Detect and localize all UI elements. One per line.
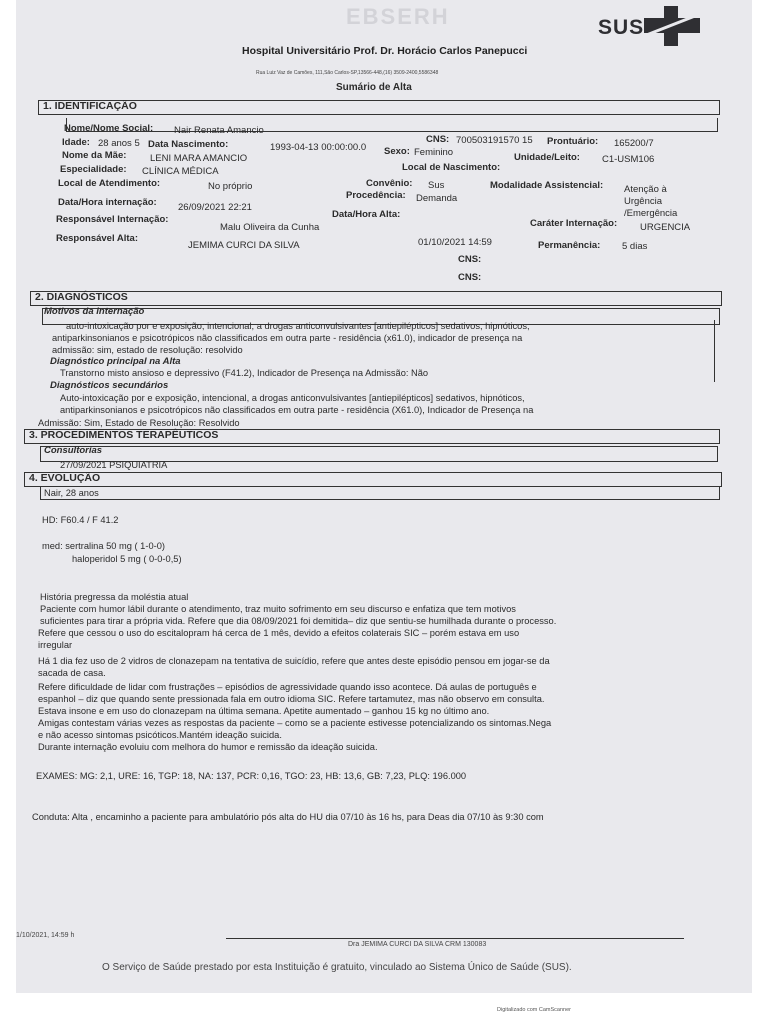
hda-line-10: Amigas contestam várias vezes as respostas da paciente – como se a paciente estivesse potencializando os sintomas.Nega (38, 718, 552, 728)
section-title: 1. IDENTIFICAÇÃO (43, 100, 137, 112)
especialidade-label: Especialidade: (60, 164, 127, 175)
hda-line-9: Estava insone e em uso do clonazepam na última semana. Apetite aumentado – ganhou 15 kg no último ano. (38, 706, 490, 716)
modalidade-value-2: Urgência (624, 196, 663, 207)
section-procedimentos (24, 429, 720, 444)
principal-value: Transtorno misto ansioso e depressivo (F41.2), Indicador de Presença na Admissão: Não (60, 368, 429, 378)
evolucao-name-age: Nair, 28 anos (44, 488, 99, 498)
consultorias-label: Consultorias (44, 445, 103, 456)
motivos-label: Motivos da internação (44, 306, 145, 317)
ebserh-watermark: EBSERH (346, 4, 450, 29)
consultoria-value: 27/09/2021 PSIQUIATRIA (60, 460, 168, 470)
section-title: 3. PROCEDIMENTOS TERAPÊUTICOS (29, 429, 219, 441)
resp-internacao-value: Malu Oliveira da Cunha (220, 222, 320, 233)
exames: EXAMES: MG: 2,1, URE: 16, TGP: 18, NA: 137, PCR: 0,16, TGO: 23, HB: 13,6, GB: 7,23, PLQ: 196.000 (36, 771, 467, 781)
box-edge-right (714, 320, 715, 382)
resp-alta-value: JEMIMA CURCI DA SILVA (188, 240, 300, 251)
signature-name: Dra JEMIMA CURCI DA SILVA CRM 130083 (348, 941, 487, 948)
idade-value: 28 anos 5 (98, 138, 140, 149)
section-evolucao (24, 472, 722, 487)
hospital-address: Rua Luiz Vaz de Camões, 111,São Carlos-SP,13566-448,(16) 3509-2400,5586348 (256, 70, 439, 76)
hda-line-7: Refere dificuldade de lidar com frustrações – episódios de agressividade quando isso acontece. Dá aulas de português e (38, 682, 537, 692)
hda-line-12: Durante internação evoluiu com melhora do humor e remissão da ideação suicida. (38, 742, 378, 752)
mae-label: Nome da Mãe: (62, 150, 127, 161)
hda-line-1: Paciente com humor lábil durante o atendimento, traz muito sofrimento em seu discurso e enfatiza que tem motivos (40, 604, 516, 614)
alta-data-value: 01/10/2021 14:59 (418, 237, 492, 248)
unidade-label: Unidade/Leito: (514, 152, 580, 163)
secundarios-label: Diagnósticos secundários (50, 380, 169, 391)
carater-label: Caráter Internação: (530, 218, 618, 229)
evolucao-med-2: haloperidol 5 mg ( 0-0-0,5) (72, 554, 182, 564)
especialidade-value: CLÍNICA MÉDICA (142, 166, 219, 177)
permanencia-label: Permanência: (538, 240, 601, 251)
modalidade-value-3: /Emergência (624, 208, 678, 219)
hda-line-6: sacada de casa. (38, 668, 106, 678)
resp-internacao-label: Responsável Internação: (56, 214, 169, 225)
document-title: Sumário de Alta (336, 82, 412, 93)
print-timestamp: 1/10/2021, 14:59 h (16, 932, 75, 939)
document-sheet (16, 0, 752, 993)
identificacao-box (66, 118, 718, 132)
sus-logo (598, 16, 644, 40)
sus-cross-icon (644, 6, 700, 46)
principal-label: Diagnóstico principal na Alta (50, 356, 181, 367)
secundarios-line-3: Admissão: Sim, Estado de Resolução: Resolvido (38, 418, 240, 428)
section-diagnosticos (30, 291, 722, 306)
evolucao-hd: HD: F60.4 / F 41.2 (42, 515, 119, 525)
sexo-label: Sexo: (384, 146, 410, 157)
nome-label: Nome/Nome Social: (64, 123, 154, 134)
hda-line-4: irregular (38, 640, 73, 650)
nascimento-label: Data Nascimento: (148, 139, 229, 150)
sus-logo-text: SUS (598, 16, 645, 39)
carater-value: URGENCIA (640, 222, 691, 233)
procedencia-value: Demanda (416, 193, 458, 204)
convenio-label: Convênio: (366, 178, 413, 189)
idade-label: Idade: (62, 137, 90, 148)
mae-value: LENI MARA AMANCIO (150, 153, 248, 164)
alta-label: Data/Hora Alta: (332, 209, 401, 220)
hda-title: História pregressa da moléstia atual (40, 592, 189, 602)
convenio-value: Sus (428, 180, 445, 191)
camscanner-caption: Digitalizado com CamScanner (497, 1007, 571, 1013)
hda-line-11: e não acesso sintomas psicóticos.Mantém ideação suicida. (38, 730, 282, 740)
cns-label: CNS: (426, 134, 450, 145)
modalidade-label: Modalidade Assistencial: (490, 180, 604, 191)
nascimento-value: 1993-04-13 00:00:00.0 (270, 142, 367, 153)
permanencia-value: 5 dias (622, 241, 648, 252)
hda-line-5: Há 1 dia fez uso de 2 vidros de clonazepam na tentativa de suicídio, refere que antes deste episódio pensou em jogar-se da (38, 656, 550, 666)
section-identificacao (38, 100, 720, 115)
section-title: 4. EVOLUÇÃO (29, 472, 101, 484)
signature-line (226, 938, 684, 939)
prontuario-value: 165200/7 (614, 138, 654, 149)
unidade-value: C1-USM106 (602, 154, 655, 165)
prontuario-label: Prontuário: (547, 136, 599, 147)
hda-line-8: espanhol – diz que quando sente pressionada fala em outro idioma SIC. Refere tartamutez, mas não observo em consulta. (38, 694, 545, 704)
motivos-line-3: admissão: sim, estado de resolução: resolvido (52, 345, 243, 355)
cns-value: 700503191570 15 (456, 135, 533, 146)
section-title: 2. DIAGNÓSTICOS (35, 291, 128, 303)
motivos-line-2: antiparkinsonianos e psicotrópicos não classificados em outra parte - residência (x61.0), indicador de presença na (52, 333, 523, 343)
conduta: Conduta: Alta , encaminho a paciente para ambulatório pós alta do HU dia 07/10 às 16 hs, para Deas dia 07/10 às 9:30 com (32, 812, 544, 822)
cns3-label: CNS: (458, 272, 482, 283)
modalidade-value-1: Atenção à (624, 184, 667, 195)
resp-alta-label: Responsável Alta: (56, 233, 139, 244)
sus-statement: O Serviço de Saúde prestado por esta Instituição é gratuito, vinculado ao Sistema Único de Saúde (SUS). (102, 962, 572, 973)
secundarios-line-1: Auto-intoxicação por e exposição, intencional, a drogas anticonvulsivantes [antiepilépticos] sedativos, hipnóticos, (60, 393, 525, 403)
internacao-label: Data/Hora internação: (58, 197, 157, 208)
internacao-value: 26/09/2021 22:21 (178, 202, 252, 213)
hospital-name: Hospital Universitário Prof. Dr. Horácio Carlos Panepucci (242, 45, 528, 57)
local-atendimento-value: No próprio (208, 181, 253, 192)
evolucao-med-1: med: sertralina 50 mg ( 1-0-0) (42, 541, 165, 551)
cns2-label: CNS: (458, 254, 482, 265)
sexo-value: Feminino (414, 147, 454, 158)
local-nascimento-label: Local de Nascimento: (402, 162, 501, 173)
local-atendimento-label: Local de Atendimento: (58, 178, 161, 189)
procedencia-label: Procedência: (346, 190, 406, 201)
secundarios-line-2: antiparkinsonianos e psicotrópicos não classificados em outra parte - residência (X61.0), Indicador de Presença na (60, 405, 534, 415)
hda-line-3: Refere que cessou o uso do escitalopram há cerca de 1 mês, devido a efeitos colaterais SIC – porém estava em uso (38, 628, 520, 638)
evolucao-box (40, 486, 720, 500)
motivos-line-1: auto-intoxicação por e exposição, intencional, a drogas anticonvulsivantes [antiepilépticos] sedativos, hipnóticos, (66, 321, 530, 331)
nome-value: Nair Renata Amancio (174, 125, 264, 136)
hda-line-2: suficientes para tirar a própria vida. Refere que dia 08/09/2021 foi demitida– diz que sentiu-se humilhada durante o processo. (40, 616, 557, 626)
